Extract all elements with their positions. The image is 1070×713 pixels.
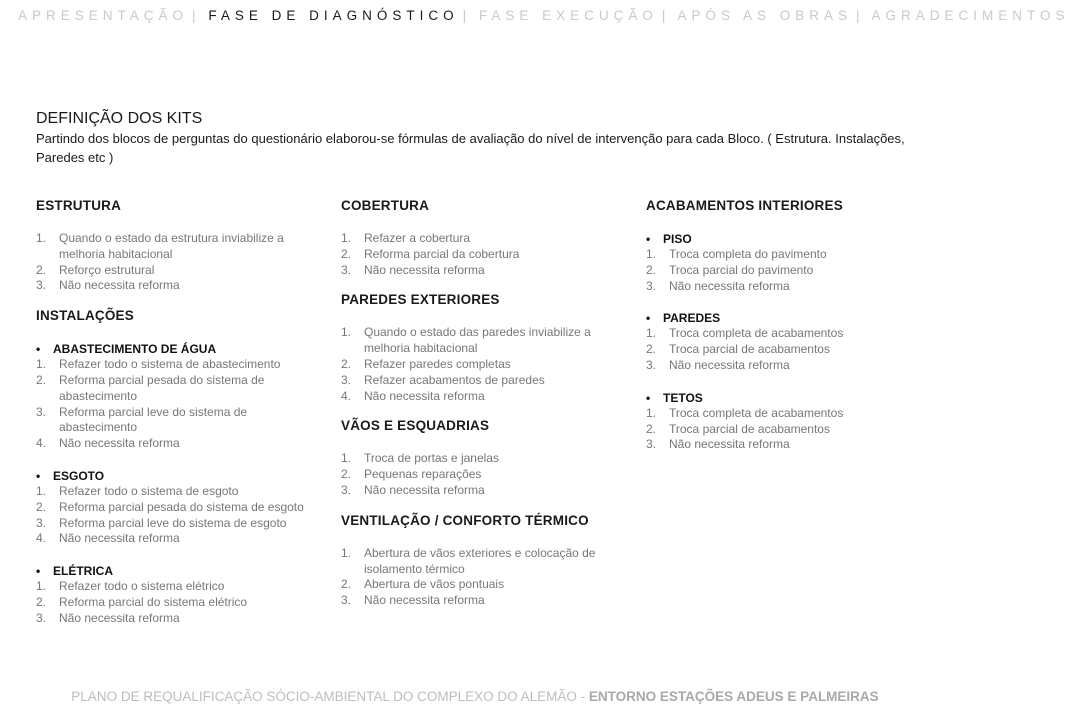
list-item: 1. Troca completa do pavimento (646, 247, 827, 261)
item-list (341, 546, 621, 609)
section-estrutura (36, 198, 316, 294)
item-list (646, 247, 926, 294)
nav-separator: | (462, 8, 467, 23)
list-item: 4. Não necessita reforma (341, 388, 485, 403)
list-item: 3. Reforma parcial leve do sistema de esgoto (36, 515, 287, 530)
column-middle (341, 198, 621, 623)
nav-item-apos-as-obras[interactable]: APÓS AS OBRAS (677, 8, 852, 23)
section-title: ACABAMENTOS INTERIORES (646, 198, 843, 213)
item-list (341, 325, 621, 404)
list-item: 1. Refazer todo o sistema de abastecimento (36, 357, 281, 372)
footer-location-text: ENTORNO ESTAÇÕES ADEUS E PALMEIRAS (588, 689, 879, 704)
list-item: 2. Reforma parcial pesada do sistema de esgoto (36, 499, 304, 514)
list-item: 1. Refazer todo o sistema elétrico (36, 579, 225, 594)
list-item: 1. Troca completa de acabamentos (646, 326, 844, 341)
list-item: 1. Refazer todo o sistema de esgoto (36, 483, 239, 498)
subsection-title: • TETOS (646, 390, 926, 406)
list-item: 1. Refazer a cobertura (341, 231, 471, 245)
list-item: 2. Reforma parcial do sistema elétrico (36, 594, 248, 609)
section-title: VÃOS E ESQUADRIAS (341, 418, 490, 434)
item-list (36, 357, 316, 452)
nav-item-apresentacao[interactable]: APRESENTAÇÃO (18, 8, 189, 23)
subsection-paredes (646, 310, 926, 373)
subsection-esgoto (36, 468, 316, 547)
list-item: 3. Não necessita reforma (341, 593, 485, 608)
footer-dash: - (576, 689, 589, 704)
list-item: 1. Quando o estado da estrutura inviabilize a melhoria habitacional (36, 231, 284, 261)
list-item: 3. Não necessita reforma (646, 437, 790, 452)
list-item: 1. Abertura de vãos exteriores e colocação de isolamento térmico (341, 545, 596, 576)
list-item: 2. Pequenas reparações (341, 467, 482, 482)
section-title: INSTALAÇÕES (36, 308, 134, 324)
item-list (341, 231, 621, 278)
nav-item-agradecimentos[interactable]: AGRADECIMENTOS (871, 8, 1070, 23)
nav-separator: | (192, 8, 196, 23)
nav-separator: | (661, 8, 666, 23)
section-title: VENTILAÇÃO / CONFORTO TÉRMICO (341, 512, 589, 528)
subsection-tetos (646, 390, 926, 453)
section-cobertura (341, 198, 621, 278)
list-item: 3. Reforma parcial leve do sistema de abastecimento (36, 404, 248, 435)
list-item: 2. Troca parcial de acabamentos (646, 342, 830, 357)
subsection-abastecimento-agua (36, 341, 316, 452)
list-item: 3. Não necessita reforma (36, 610, 180, 625)
subsection-title: • ELÉTRICA (36, 563, 316, 579)
section-acabamentos-interiores (646, 198, 926, 453)
subsection-title: • ESGOTO (36, 468, 316, 484)
section-title: ESTRUTURA (36, 198, 122, 213)
section-instalacoes (36, 308, 316, 626)
intro-text: Partindo dos blocos de perguntas do questionário elaborou-se fórmulas de avaliação do nível de intervenção para cada Bloco. ( Estrutura. Instalações, Paredes etc ) (36, 131, 905, 165)
subsection-eletrica (36, 563, 316, 626)
section-title: PAREDES EXTERIORES (341, 292, 500, 308)
nav-item-fase-execucao[interactable]: FASE EXECUÇÃO (478, 8, 658, 23)
subsection-title: • PAREDES (646, 310, 926, 326)
footer (0, 689, 950, 704)
list-item: 3. Não necessita reforma (341, 482, 485, 497)
section-vaos-esquadrias (341, 418, 621, 498)
list-item: 3. Não necessita reforma (36, 278, 180, 293)
list-item: 2. Troca parcial de acabamentos (646, 421, 830, 436)
item-list (36, 231, 316, 294)
list-item: 4. Não necessita reforma (36, 531, 180, 546)
nav-separator: | (856, 8, 860, 23)
list-item: 2. Reforma parcial da cobertura (341, 246, 520, 261)
list-item: 2. Refazer paredes completas (341, 356, 511, 371)
item-list (36, 579, 316, 626)
list-item: 3. Não necessita reforma (646, 278, 790, 293)
section-title: COBERTURA (341, 198, 430, 213)
list-item: 2. Reforma parcial pesada do sistema de abastecimento (36, 372, 265, 403)
item-list (646, 326, 926, 373)
page-title: DEFINIÇÃO DOS KITS (36, 110, 203, 127)
subsection-title: • PISO (646, 231, 926, 247)
list-item: 3. Não necessita reforma (646, 357, 790, 372)
item-list (341, 451, 621, 498)
list-item: 2. Abertura de vãos pontuais (341, 577, 505, 592)
section-ventilacao (341, 513, 621, 609)
list-item: 3. Não necessita reforma (341, 262, 485, 277)
list-item: 2. Troca parcial do pavimento (646, 262, 814, 277)
column-right (646, 198, 926, 469)
list-item: 1. Quando o estado das paredes inviabilize a melhoria habitacional (341, 325, 591, 356)
column-left (36, 198, 316, 643)
footer-main-text: PLANO DE REQUALIFICAÇÃO SÓCIO-AMBIENTAL DO COMPLEXO DO ALEMÃO (71, 689, 577, 704)
intro-block (36, 109, 916, 167)
list-item: 1. Troca de portas e janelas (341, 451, 499, 466)
top-navigation (18, 8, 1070, 23)
list-item: 1. Troca completa de acabamentos (646, 405, 844, 420)
list-item: 4. Não necessita reforma (36, 436, 180, 451)
subsection-title: • ABASTECIMENTO DE ÁGUA (36, 341, 316, 357)
list-item: 2. Reforço estrutural (36, 262, 155, 277)
section-paredes-exteriores (341, 292, 621, 404)
nav-item-fase-diagnostico[interactable]: FASE DE DIAGNÓSTICO (208, 8, 459, 23)
subsection-piso (646, 231, 926, 294)
item-list (36, 484, 316, 547)
list-item: 3. Refazer acabamentos de paredes (341, 372, 545, 387)
item-list (646, 406, 926, 453)
